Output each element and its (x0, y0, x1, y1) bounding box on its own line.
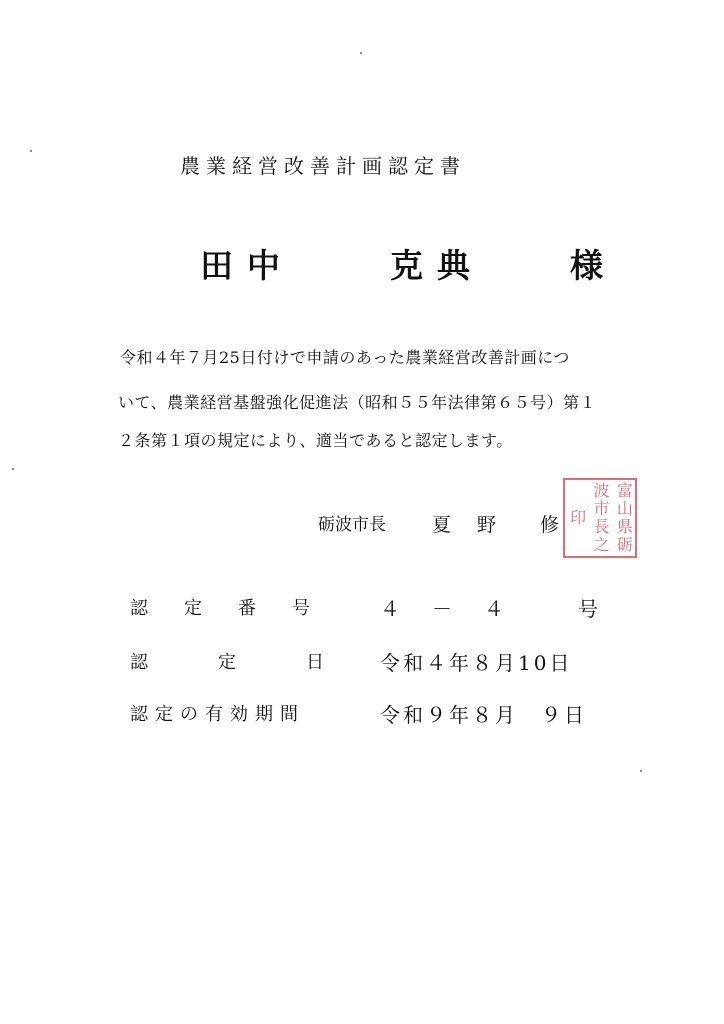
recipient-honorific: 様 (570, 246, 603, 285)
validity-period-label: 認定の有効期間 (130, 704, 305, 725)
scan-speck (640, 770, 642, 772)
seal-text-col-1: 富山県砺 (614, 482, 634, 554)
body-line-3: ２条第１項の規定により、適当であると認定します。 (118, 431, 513, 450)
scan-speck (360, 52, 362, 54)
certification-number-label: 認定番号 (130, 598, 346, 619)
body-line-2: いて、農業経営基盤強化促進法（昭和５５年法律第６５号）第１ (118, 393, 597, 412)
body-line-1: 令和４年７月25日付けで申請のあった農業経営改善計画につ (120, 348, 570, 367)
certification-date-value: 令和４年８月10日 (380, 651, 573, 675)
certification-number-value: ４ － ４ (380, 597, 510, 621)
recipient-given-name: 克典 (390, 246, 484, 285)
validity-period-value: 令和９年８月 ９日 (380, 703, 587, 727)
official-seal (563, 478, 637, 558)
certification-date-label: 認定日 (130, 652, 394, 673)
scan-speck (12, 468, 14, 470)
scan-speck (30, 150, 32, 152)
certification-number-suffix: 号 (578, 597, 598, 621)
document-title: 農業経営改善計画認定書 (180, 154, 466, 178)
issuer-surname: 夏野 (432, 514, 523, 536)
seal-text-col-2: 波市長之 (590, 482, 610, 554)
issuer-title: 砺波市長 (318, 515, 386, 535)
recipient-surname: 田中 (200, 246, 294, 285)
issuer-given-name: 修 (540, 514, 560, 536)
seal-text-col-3: 印 (567, 509, 587, 527)
